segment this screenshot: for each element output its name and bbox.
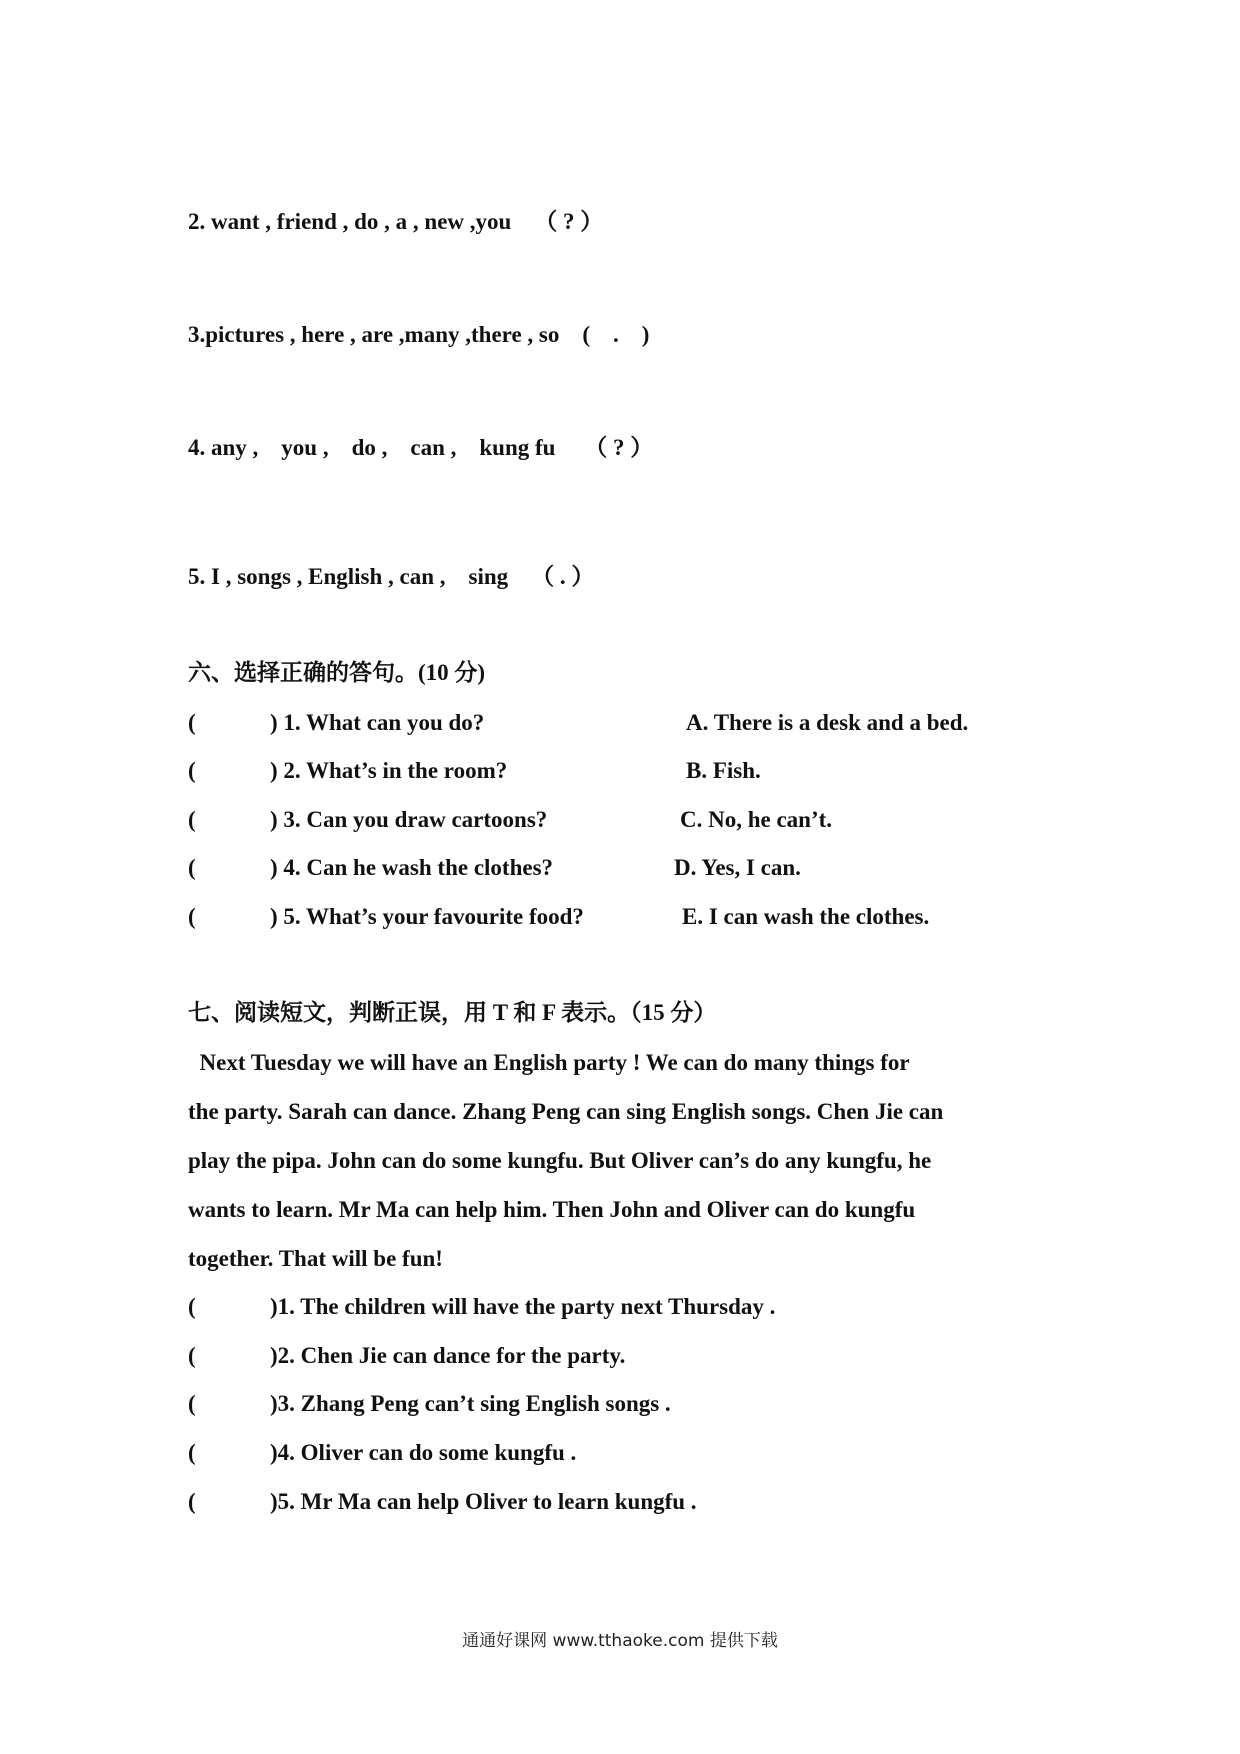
- passage-line: wants to learn. Mr Ma can help him. Then John and Oliver can do kungfu: [188, 1197, 916, 1222]
- match-row-1: [188, 708, 1088, 738]
- answer-blank[interactable]: (: [188, 1440, 196, 1465]
- tf-statement: )3. Zhang Peng can’t sing English songs .: [270, 1391, 671, 1416]
- match-row-5: [188, 902, 1088, 932]
- passage-line: play the pipa. John can do some kungfu. But Oliver can’s do any kungfu, he: [188, 1148, 932, 1173]
- match-answer: C. No, he can’t.: [680, 807, 833, 832]
- answer-blank[interactable]: (: [188, 1489, 196, 1514]
- match-question: ) 4. Can he wash the clothes?: [270, 855, 554, 880]
- match-question: ) 3. Can you draw cartoons?: [270, 807, 548, 832]
- tf-statement: )2. Chen Jie can dance for the party.: [270, 1343, 626, 1368]
- reorder-item-4: 4. any , you , do , can , kung fu （ ? ）: [188, 435, 654, 460]
- tf-statement: )1. The children will have the party next Thursday .: [270, 1294, 776, 1319]
- tf-row-4: [188, 1438, 1088, 1468]
- answer-blank[interactable]: (: [188, 710, 196, 735]
- answer-blank[interactable]: (: [188, 1391, 196, 1416]
- passage-line: the party. Sarah can dance. Zhang Peng can sing English songs. Chen Jie can: [188, 1099, 944, 1124]
- match-question: ) 5. What’s your favourite food?: [270, 904, 584, 929]
- match-answer: B. Fish.: [686, 758, 761, 783]
- answer-blank[interactable]: (: [188, 1343, 196, 1368]
- match-question: ) 1. What can you do?: [270, 710, 485, 735]
- match-answer: A. There is a desk and a bed.: [686, 710, 969, 735]
- tf-statement: )5. Mr Ma can help Oliver to learn kungfu .: [270, 1489, 697, 1514]
- reorder-item-5: 5. I , songs , English , can , sing （ . ）: [188, 564, 595, 589]
- match-answer: D. Yes, I can.: [674, 855, 801, 880]
- passage-line: together. That will be fun!: [188, 1246, 443, 1271]
- section-6-heading: 六、选择正确的答句。(10 分): [188, 660, 486, 685]
- answer-blank[interactable]: (: [188, 758, 196, 783]
- reorder-item-3: 3.pictures , here , are ,many ,there , so ( . ): [188, 322, 650, 347]
- reorder-item-2: 2. want , friend , do , a , new ,you （ ? ）: [188, 209, 604, 234]
- tf-statement: )4. Oliver can do some kungfu .: [270, 1440, 577, 1465]
- page-footer: 通通好课网 www.tthaoke.com 提供下载: [462, 1631, 778, 1651]
- tf-row-1: [188, 1292, 1088, 1322]
- match-row-4: [188, 853, 1088, 883]
- tf-row-2: [188, 1341, 1088, 1371]
- answer-blank[interactable]: (: [188, 1294, 196, 1319]
- reading-passage: [188, 1038, 1028, 1283]
- match-question: ) 2. What’s in the room?: [270, 758, 508, 783]
- passage-line: Next Tuesday we will have an English party ! We can do many things for: [188, 1050, 910, 1075]
- tf-row-5: [188, 1487, 1088, 1517]
- tf-row-3: [188, 1389, 1088, 1419]
- match-row-2: [188, 756, 1088, 786]
- answer-blank[interactable]: (: [188, 904, 196, 929]
- answer-blank[interactable]: (: [188, 807, 196, 832]
- match-row-3: [188, 805, 1088, 835]
- match-answer: E. I can wash the clothes.: [682, 904, 930, 929]
- section-7-heading: 七、阅读短文，判断正误，用 T 和 F 表示。（15 分）: [188, 1000, 717, 1025]
- answer-blank[interactable]: (: [188, 855, 196, 880]
